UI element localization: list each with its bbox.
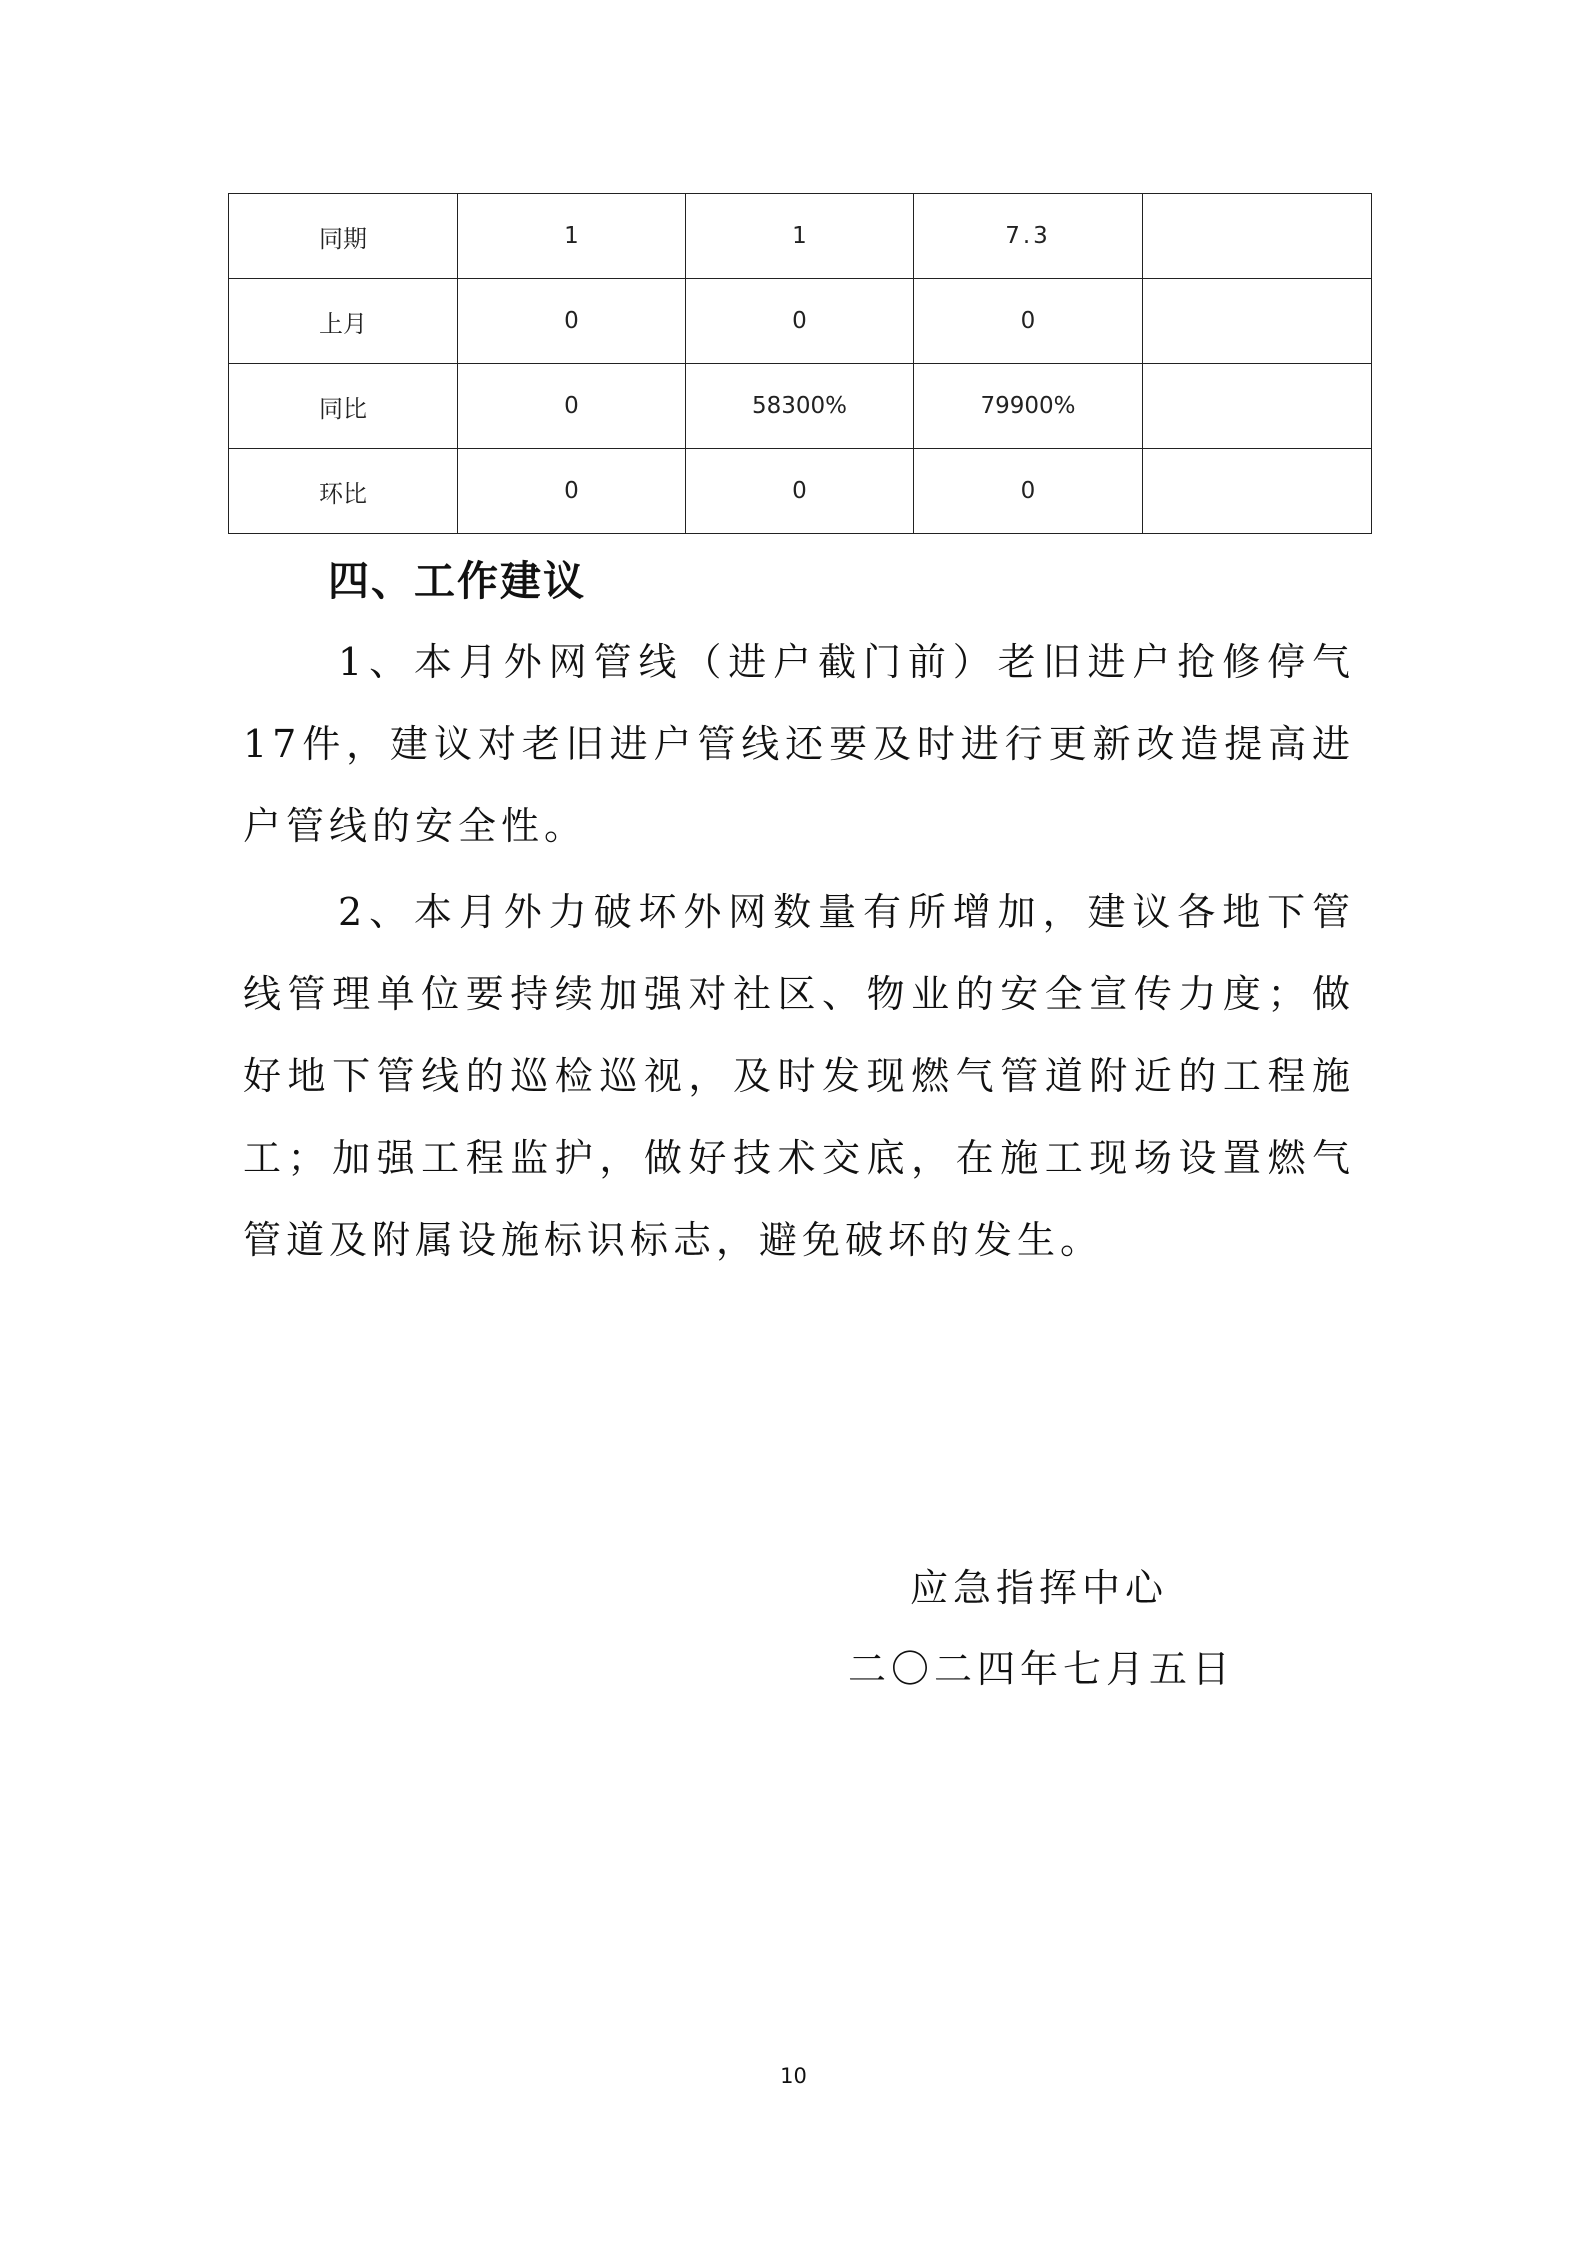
table-row [229, 364, 1372, 449]
table-cell: 1 [458, 194, 686, 279]
table-row [229, 449, 1372, 534]
row-label: 同比 [229, 364, 458, 449]
suggestion-paragraph-2: 2、本月外力破坏外网数量有所增加，建议各地下管线管理单位要持续加强对社区、物业的安全宣传力度；做好地下管线的巡检巡视，及时发现燃气管道附近的工程施工；加强工程监护，做好技术交底，在施工现场设置燃气管道及附属设施标识标志，避免破坏的发生。 [243, 890, 1355, 1262]
table-cell: 0 [458, 449, 686, 534]
table-cell: 0 [458, 364, 686, 449]
table-cell: 1 [686, 194, 914, 279]
table-row [229, 194, 1372, 279]
page-number: 10 [780, 2064, 807, 2088]
table-cell [1143, 364, 1372, 449]
table-cell: 0 [914, 279, 1143, 364]
table-cell: 79900% [914, 364, 1143, 449]
table-cell [1143, 279, 1372, 364]
signature-organization: 应急指挥中心 [910, 1566, 1169, 1610]
table-cell [1143, 449, 1372, 534]
section-heading: 四、工作建议 [328, 557, 586, 605]
table-cell [1143, 194, 1372, 279]
table-cell: 7.3 [914, 194, 1143, 279]
row-label: 同期 [229, 194, 458, 279]
table-cell: 0 [914, 449, 1143, 534]
table-cell: 58300% [686, 364, 914, 449]
signature-date: 二〇二四年七月五日 [848, 1647, 1236, 1691]
row-label: 环比 [229, 449, 458, 534]
statistics-table [228, 193, 1372, 534]
row-label: 上月 [229, 279, 458, 364]
suggestion-paragraph-1: 1、本月外网管线（进户截门前）老旧进户抢修停气17件，建议对老旧进户管线还要及时进行更新改造提高进户管线的安全性。 [243, 640, 1355, 848]
table-row [229, 279, 1372, 364]
table-cell: 0 [458, 279, 686, 364]
table-cell: 0 [686, 279, 914, 364]
table-cell: 0 [686, 449, 914, 534]
